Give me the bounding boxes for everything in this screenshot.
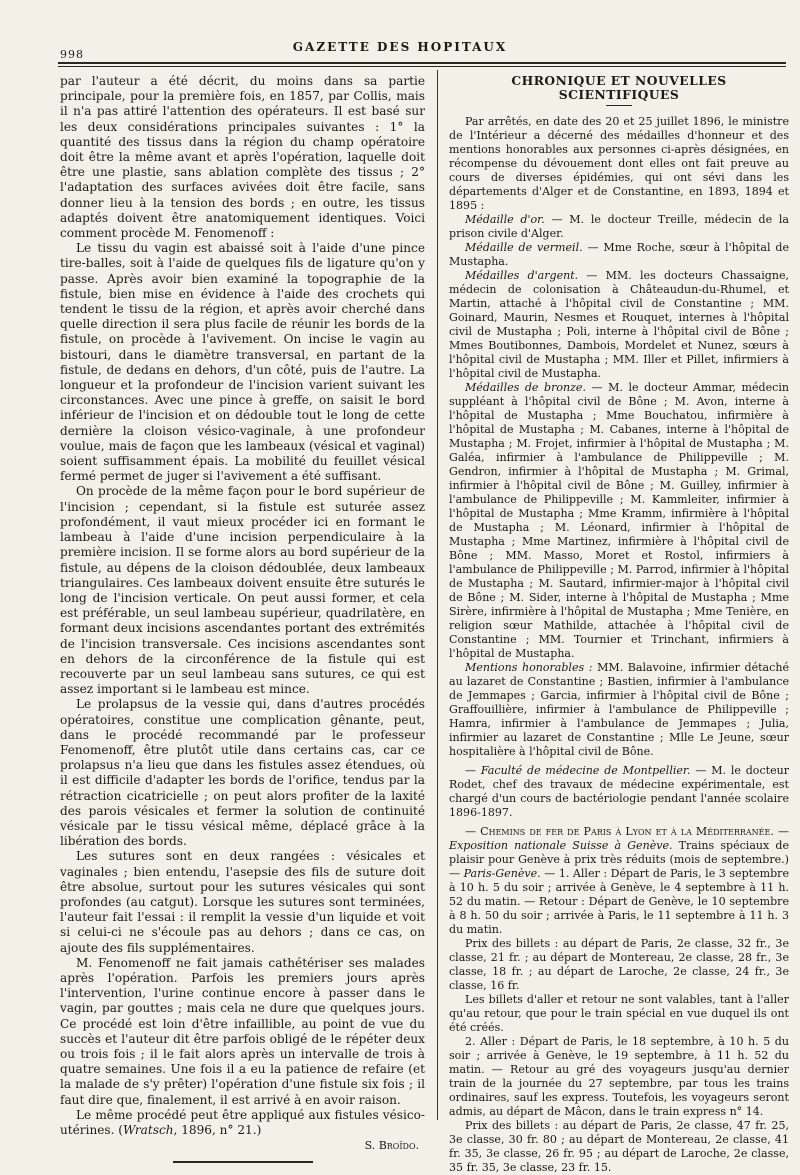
citation-details: , 1896, n° 21.) [173, 1123, 262, 1138]
railway-intro: Trains spéciaux de plaisir pour Genève à prix très réduits (mois de septembre.) — [449, 839, 789, 880]
award-label: Médaille de vermeil. [465, 241, 583, 254]
award-label: Mentions honorables : [465, 661, 593, 674]
railway-route: Paris-Genève. [463, 867, 541, 880]
paragraph: Le prolapsus de la vessie qui, dans d'autres procédés opératoires, constitue une complication gênante, peut, dans le procédé recommandé par le professeur Fenomenoff, être plutôt utile dans certains cas, car ce prolapsus n'a lieu que dans les fistules assez étendues, où il est difficile d'adapter les bords de l'orifice, tendus par la rétraction cicatricielle ; on peut alors profiter de la laxité des parois vésicales et fermer la solution de continuité vésicale par le tissu vésical même, déplacé grâce à la libération des bords. [60, 697, 425, 849]
closing-paragraph: Le même procédé peut être appliqué aux fistules vésico-utérines. (Wratsch, 1896, n° 21.) [60, 1107, 425, 1138]
paragraph: par l'auteur a été décrit, du moins dans sa partie principale, pour la première fois, en 1857, par Collis, mais il n'a pas attiré l'attention des opérateurs. Il est basé sur les deux considérations principales suivantes : 1° la quantité des tissus dans la région du champ opératoire doit être la même avant et après l'opération, laquelle doit être une plastie, sans ablation complète des tissus ; 2° l'adaptation des surfaces avivées doit être facile, sans donner lieu à la tension des bords ; en outre, les tissus adaptés doivent être anatomiquement identiques. Voici comment procède M. Fenomenoff : [60, 74, 425, 241]
railway-prices-2: Prix des billets : au départ de Paris, 2e classe, 47 fr. 25, 3e classe, 30 fr. 80 ; au départ de Montereau, 2e classe, 41 fr. 35, 3e classe, 26 fr. 95 ; au départ de Laroche, 2e classe, 35 fr. 35, 3e classe, 23 fr. 15. [449, 1119, 789, 1174]
paragraph: On procède de la même façon pour le bord supérieur de l'incision ; cependant, si la fistule est suturée assez profondément, il vaut mieux procéder ici en formant le lambeau à l'aide d'une incision perpendiculaire à la première incision. Il se forme alors au bord supérieur de la fistule, au dépens de la cloison dédoublée, deux lambeaux triangulaires. Ces lambeaux doivent ensuite être suturés le long de l'incision verticale. On peut aussi former, et cela est préférable, un seul lambeau supérieur, quadrilatère, en formant deux incisions ascendantes portant des extrémités de l'incision transversale. Ces incisions ascendantes sont en dehors de la circonférence de la fistule qui est recouverte par un seul lambeau sans sutures, ce qui est assez important si le lambeau est mince. [60, 484, 425, 697]
railway-news: — Chemins de fer de Paris à Lyon et à la Méditerranée. — Exposition nationale Suisse à Genève. Trains spéciaux de plaisir pour Genève à prix très réduits (mois de septembre.) — Paris-Genève. — 1. Aller : Départ de Paris, le 3 septembre à 10 h. 5 du soir ; arrivée à Genève, le 4 septembre à 11 h. 52 du matin. — Retour : Départ de Genève, le 10 septembre à 8 h. 50 du soir ; arrivée à Paris, le 11 septembre à 11 h. 3 du matin. [449, 825, 789, 936]
montpellier-label: Faculté de médecine de Montpellier. [480, 764, 691, 777]
railway-trip-1: — 1. Aller : Départ de Paris, le 3 septembre à 10 h. 5 du soir ; arrivée à Genève, le 4 septembre à 11 h. 52 du matin. — Retour : Départ de Genève, le 10 septembre à 8 h. 50 du soir ; arrivée à Paris, le 11 septembre à 11 h. 3 du matin. [449, 867, 789, 936]
paragraph: Les sutures sont en deux rangées : vésicales et vaginales ; bien entendu, l'asepsie des fils de suture doit être absolue, surtout pour les sutures vésicales qui sont profondes (au catgut). Lorsque les sutures sont terminées, l'auteur fait l'essai : il remplit la vessie d'un liquide et voit si celui-ci ne s'écoule pas au dehors ; dans ce cas, on ajoute des fils supplémentaires. [60, 849, 425, 955]
header-rule-thin [58, 66, 786, 67]
intro-paragraph: Par arrêtés, en date des 20 et 25 juillet 1896, le ministre de l'Intérieur a décerné des médailles d'honneur et des mentions honorables aux personnes ci-après désignées, en récompense du dévouement dont elles ont fait preuve au cours de diverses épidémies, qui ont sévi dans les départements d'Alger et de Constantine, en 1893, 1894 et 1895 : [449, 115, 789, 212]
railway-heading: Chemins de fer de Paris à Lyon et à la Méditerranée. [480, 825, 774, 838]
award-label: Médailles d'argent. [465, 269, 579, 282]
award-text: MM. Balavoine, infirmier détaché au lazaret de Constantine ; Bastien, infirmier à l'ambulance de Jemmapes ; Garcia, infirmier à l'hôpital civil de Bône ; Graffouillière, infirmier à l'ambulance de Philippeville ; Hamra, infirmier à l'ambulance de Jemmapes ; Julia, infirmier au lazaret de Constantine ; Mlle Le Jeune, sœur hospitalière à l'hôpital civil de Bône. [449, 661, 789, 758]
closing-text: Le même procédé peut être appliqué aux fistules vésico-utérines. [60, 1107, 425, 1138]
award-gold [449, 213, 789, 241]
award-vermeil [449, 241, 789, 269]
award-silver [449, 269, 789, 381]
award-mentions [449, 661, 789, 759]
railway-trip-2: 2. Aller : Départ de Paris, le 18 septembre, à 10 h. 5 du soir ; arrivée à Genève, le 19 septembre, à 11 h. 52 du matin. — Retour au gré des voyageurs jusqu'au dernier train de la journée du 27 septembre, par tous les trains ordinaires, sauf les express. Toutefois, les voyageurs seront admis, au départ de Mâcon, dans le train express n° 14. [449, 1035, 789, 1118]
right-column [449, 74, 789, 1175]
award-bronze [449, 381, 789, 661]
title-rule [606, 105, 632, 106]
award-label: Médailles de bronze. [465, 381, 586, 394]
montpellier-text: — M. le docteur Rodet, chef des travaux de médecine expérimentale, est chargé d'un cours de bactériologie pendant l'année scolaire 1896-1897. [449, 764, 789, 819]
author-signature: S. Broïdo. [364, 1139, 419, 1153]
award-text: — Mme Roche, sœur à l'hôpital de Mustapha. [449, 241, 789, 268]
award-text: — M. le docteur Treille, médecin de la prison civile d'Alger. [449, 213, 789, 240]
award-text: — M. le docteur Ammar, médecin suppléant à l'hôpital civil de Bône ; M. Avon, interne à l'hôpital de Mustapha ; Mme Bouchatou, infirmière à l'hôpital de Mustapha ; M. Cabanes, interne à l'hôpital de Mustapha ; M. Frojet, infirmier à l'hôpital de Mustapha ; M. Galéa, infirmier à l'ambulance de Philippeville ; M. Gendron, infirmier à l'hôpital de Mustapha ; M. Grimal, infirmier à l'hôpital civil de Bône ; M. Guilley, infirmier à l'ambulance de Philippeville ; M. Kammleiter, infirmier à l'hôpital de Mustapha ; Mme Kramm, infirmière à l'hôpital de Mustapha ; M. Léonard, infirmier à l'hôpital de Mustapha ; Mme Martinez, infirmière à l'hôpital civil de Bône ; MM. Masso, Moret et Rostol, infirmiers à l'ambulance de Philippeville ; M. Parrod, infirmier à l'hôpital de Mustapha ; M. Sautard, infirmier-major à l'hôpital civil de Bône ; M. Sider, interne à l'hôpital de Mustapha ; Mme Sirère, infirmière à l'hôpital de Mustapha ; Mme Tenière, en religion sœur Mathilde, attachée à l'hôpital civil de Constantine ; MM. Tournier et Trinchant, infirmiers à l'hôpital de Mustapha. [449, 381, 790, 660]
page-number: 998 [60, 48, 84, 61]
railway-validity: Les billets d'aller et retour ne sont valables, tant à l'aller qu'au retour, que pour le train spécial en vue duquel ils ont été créés. [449, 993, 789, 1034]
montpellier-news: — Faculté de médecine de Montpellier. — M. le docteur Rodet, chef des travaux de médecine expérimentale, est chargé d'un cours de bactériologie pendant l'année scolaire 1896-1897. [449, 764, 789, 819]
section-title: CHRONIQUE ET NOUVELLES SCIENTIFIQUES [511, 73, 727, 102]
railway-expo: Exposition nationale Suisse à Genève. [449, 839, 673, 852]
paragraph: M. Fenomenoff ne fait jamais cathétériser ses malades après l'opération. Parfois les premiers jours après l'intervention, l'urine continue encore à passer dans le vagin, par gouttes ; mais cela ne dure que quelques jours. Ce procédé est loin d'être infaillible, au point de vue du succès et l'auteur dit être parfois obligé de le répéter deux ou trois fois ; il le fait alors après un intervalle de trois à quatre semaines. Une fois il a eu la patience de refaire (et la malade de s'y prêter) l'opération d'une fistule six fois ; il faut dire que, finalement, il est arrivé à en avoir raison. [60, 955, 425, 1107]
award-label: Médaille d'or. [465, 213, 545, 226]
railway-prices-1: Prix des billets : au départ de Paris, 2e classe, 32 fr., 3e classe, 21 fr. ; au départ de Montereau, 2e classe, 28 fr., 3e classe, 18 fr. ; au départ de Laroche, 2e classe, 24 fr., 3e classe, 16 fr. [449, 937, 789, 992]
left-column [60, 74, 425, 1163]
column-divider [437, 70, 438, 1120]
header-rule [58, 62, 786, 64]
running-head: GAZETTE DES HOPITAUX [292, 40, 508, 54]
award-text: — MM. les docteurs Chassaigne, médecin de colonisation à Châteaudun-du-Rhumel, et Martin, attaché à l'hôpital civil de Constantine ; MM. Goinard, Maurin, Nesmes et Rouquet, internes à l'hôpital civil de Mustapha ; Poli, interne à l'hôpital civil de Bône ; Mmes Boutibonnes, Dambois, Mordelet et Nunez, sœurs à l'hôpital civil de Mustapha ; MM. Iller et Pillet, infirmiers à l'hôpital civil de Mustapha. [449, 269, 789, 380]
end-rule [173, 1161, 313, 1163]
citation-journal: Wratsch [123, 1123, 174, 1138]
paragraph: Le tissu du vagin est abaissé soit à l'aide d'une pince tire-balles, soit à l'aide de quelques fils de ligature qu'on y passe. Après avoir bien examiné la topographie de la fistule, bien mise en évidence à l'aide des crochets qui tendent le tissu de la région, et après avoir cherché dans quelle direction il sera plus facile de réunir les bords de la fistule, on procède à l'avivement. On incise le vagin au bistouri, dans le diamètre transversal, en partant de la fistule, de dedans en dehors, d'un côté, puis de l'autre. La longueur et la profondeur de l'incision varient suivant les circonstances. Avec une pince à greffe, on saisit le bord inférieur de l'incision et on dédouble tout le long de cette dernière la cloison vésico-vaginale, à une profondeur voulue, mais de façon que les lambeaux (vésical et vaginal) soient suffisamment épais. La mobilité du feuillet vésical fermé permet de juger si l'avivement a été suffisant. [60, 241, 425, 484]
